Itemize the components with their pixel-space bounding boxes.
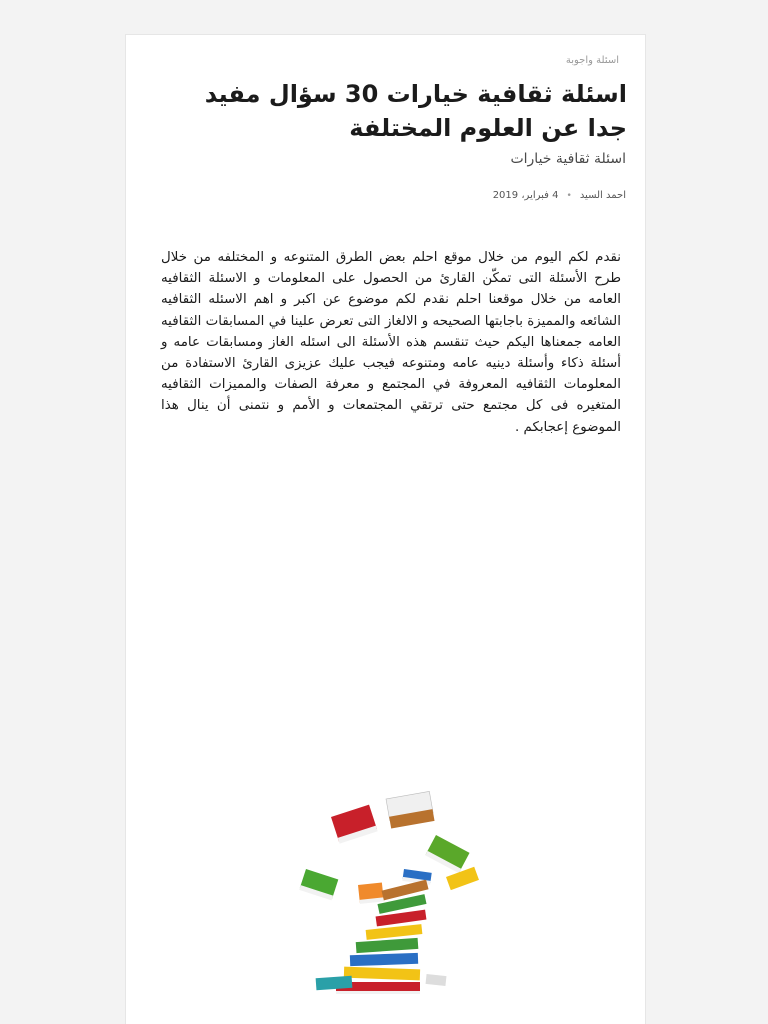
article-category[interactable]: اسئلة ثقافية خيارات bbox=[510, 151, 626, 167]
separator-dot-icon: • bbox=[566, 190, 572, 201]
article-title: اسئلة ثقافية خيارات 30 سؤال مفيد جدا عن العلوم المختلفة bbox=[204, 80, 627, 142]
breadcrumb[interactable]: اسئلة واجوبة bbox=[565, 55, 619, 66]
publish-date: 4 فبراير، 2019 bbox=[492, 190, 559, 201]
article-card bbox=[125, 34, 646, 1024]
article-meta bbox=[493, 190, 626, 201]
article-body: نقدم لكم اليوم من خلال موقع احلم بعض الطرق المتنوعه و المختلفه من خلال طرح الأسئلة التى تمكّن القارئ من الحصول على المعلومات و الاسئلة الثقافيه العامه من خلال موقعنا احلم نقدم لكم موضوع عن اكبر و اهم الاسئله الثقافيه الشائعه والمميزة باجابتها الصحيحه و الالغاز التى تعرض علينا في المسابقات الثقافيه العامه جمعناها اليكم حيث تنقسم هذه الأسئلة الى اسئله الغاز ومسابقات عامه و أسئلة ذكاء وأسئلة دينيه عامه ومتنوعه فيجب عليك عزيزى القارئ الاستفادة من المعلومات الثقافيه المعروفة في المجتمع و معرفة الصفات والمميزات الثقافيه المتغيره فى كل مجتمع حتى ترتقي المجتمعات و الأمم و نتمنى أن ينال هذا الموضوع إعجابكم . bbox=[161, 250, 621, 435]
stack-of-colorful-books-icon bbox=[286, 777, 486, 997]
author-name[interactable]: احمد السيد bbox=[579, 190, 626, 201]
